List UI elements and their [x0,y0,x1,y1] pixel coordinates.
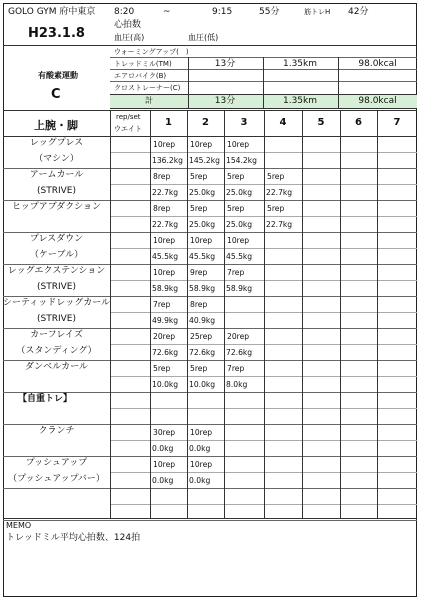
weight-value: 0.0kg [189,444,211,453]
table-col-line [150,110,151,518]
table-col-line [110,110,111,518]
rep-value: 9rep [190,268,208,277]
memo-text: トレッドミル平均心拍数、124拍 [6,533,141,543]
bp-high-label: 血圧(高) [114,33,145,42]
treadmill-time: 13分 [214,59,236,69]
weight-value: 58.9kg [226,284,253,293]
rep-value: 30rep [153,428,176,437]
memo-label: MEMO [6,521,32,530]
exercise-name: プレスダウン [29,234,84,244]
set-col-7: 7 [393,117,401,128]
rep-value: 5rep [227,172,245,181]
rep-value: 8rep [153,172,171,181]
table-col-line [187,110,188,518]
aerobic-total-time: 13分 [214,96,236,106]
set-col-4: 4 [279,117,287,128]
weight-value: 25.0kg [189,220,216,229]
weight-value: 0.0kg [152,444,174,453]
rep-value: 10rep [153,140,176,149]
exercise-name-sub: (STRIVE) [37,314,76,324]
rep-value: 10rep [190,236,213,245]
aerobic-col-divider [263,57,264,108]
table-row-line [3,488,417,489]
table-col-line [264,110,265,518]
weight-value: 10.0kg [189,380,216,389]
rep-value: 7rep [153,300,171,309]
rep-value: 7rep [227,268,245,277]
weight-value: 40.9kg [189,316,216,325]
aerobic-row-cross: クロストレーナー(C) [114,84,181,92]
set-col-3: 3 [240,117,248,128]
rep-value: 10rep [190,460,213,469]
table-col-line [377,110,378,518]
table-header-rule [3,136,417,137]
weight-value: 0.0kg [152,476,174,485]
weight-value: 45.5kg [152,252,179,261]
weight-value: 136.2kg [152,156,183,165]
weight-label: ウエイト [114,125,142,133]
weight-value: 58.9kg [152,284,179,293]
treadmill-distance: 1.35km [282,59,318,69]
exercise-name-sub: (STRIVE) [37,186,76,196]
exercise-name: アームカール [29,170,84,180]
rep-value: 20rep [153,332,176,341]
rep-value: 8rep [153,204,171,213]
table-top-rule [3,110,417,111]
exercise-name: ヒップアブダクション [12,202,101,212]
rep-set-label: rep/set [116,113,141,121]
rep-value: 8rep [190,300,208,309]
weight-value: 45.5kg [226,252,253,261]
bodyweight-title: 【自重トレ】 [18,394,73,404]
weight-value: 154.2kg [226,156,257,165]
rep-value: 5rep [267,204,285,213]
weight-value: 8.0kg [226,380,248,389]
exercise-name: カーフレイズ [30,330,83,340]
aerobic-label: 有酸素運動 [38,71,78,80]
exercise-name: レッグプレス [29,138,84,148]
aerobic-row-treadmill: トレッドミル(TM) [114,60,172,68]
rep-value: 5rep [190,204,208,213]
table-row-line [3,424,417,425]
weight-value: 72.6kg [152,348,179,357]
rep-value: 10rep [153,460,176,469]
weight-value: 22.7kg [266,220,293,229]
rep-value: 10rep [153,236,176,245]
table-row-line [3,264,417,265]
weight-value: 25.0kg [226,188,253,197]
exercise-name-sub: （スタンディング） [16,346,97,356]
weight-value: 10.0kg [152,380,179,389]
table-row-line [3,456,417,457]
rep-value: 25rep [190,332,213,341]
weight-value: 22.7kg [266,188,293,197]
weight-value: 49.9kg [152,316,179,325]
heart-rate-label: 心拍数 [114,20,142,30]
rep-value: 20rep [227,332,250,341]
rep-value: 5rep [267,172,285,181]
aerobic-total-label: 計 [145,96,153,105]
aerobic-total-calories: 98.0kcal [358,96,397,106]
exercise-name: レッグエクステンション [7,266,106,276]
end-time: 9:15 [212,7,233,17]
aerobic-total-distance: 1.35km [282,96,318,106]
total-duration: 55分 [259,7,280,17]
weight-value: 145.2kg [189,156,220,165]
rep-value: 7rep [227,364,245,373]
exercise-name: クランチ [38,426,75,436]
table-row-line [3,232,417,233]
table-row-line [3,520,417,521]
weight-value: 72.6kg [226,348,253,357]
rep-value: 10rep [227,140,250,149]
rep-value: 10rep [190,140,213,149]
rep-value: 5rep [190,364,208,373]
strength-label: 筋トレH [304,8,331,16]
aerobic-row-bike: エアロバイク(B) [114,72,167,80]
memo-rule [3,518,417,519]
exercise-name: プッシュアップ [25,458,88,468]
rep-value: 10rep [153,268,176,277]
weight-value: 22.7kg [152,188,179,197]
aerobic-row-warmup: ウォーミングアップ( ) [114,48,189,56]
table-row-line [3,296,417,297]
aerobic-col-divider [188,57,189,108]
weight-value: 72.6kg [189,348,216,357]
gym-name: GOLO GYM 府中東京 [8,7,96,17]
weight-value: 22.7kg [152,220,179,229]
section-title: 上腕・脚 [34,119,78,132]
rep-value: 10rep [190,428,213,437]
exercise-name-sub: （マシン） [34,154,79,164]
set-col-6: 6 [355,117,362,128]
table-row-line [3,360,417,361]
table-col-line [340,110,341,518]
weight-value: 0.0kg [189,476,211,485]
time-separator: ~ [163,7,171,17]
header-divider [3,45,417,46]
strength-minutes: 42分 [348,7,369,17]
weight-value: 58.9kg [189,284,216,293]
set-col-2: 2 [202,117,209,128]
aerobic-col-divider [338,57,339,108]
treadmill-calories: 98.0kcal [358,59,397,69]
table-row-line [3,200,417,201]
weight-value: 25.0kg [226,220,253,229]
weight-value: 25.0kg [189,188,216,197]
rep-value: 5rep [190,172,208,181]
weight-value: 45.5kg [189,252,216,261]
rep-value: 5rep [153,364,171,373]
start-time: 8:20 [114,7,135,17]
table-col-line [302,110,303,518]
table-row-line [3,392,417,393]
session-date: H23.1.8 [28,26,85,41]
set-col-1: 1 [165,117,172,128]
exercise-name-sub: (STRIVE) [37,282,76,292]
rep-value: 10rep [227,236,250,245]
exercise-name: シーティッドレッグカール [3,298,111,308]
set-col-5: 5 [317,117,325,128]
table-row-line [3,168,417,169]
exercise-name-sub: （ケーブル） [29,250,84,260]
table-col-line [224,110,225,518]
aerobic-grade: C [51,87,61,102]
bp-low-label: 血圧(低) [188,33,219,42]
exercise-name-sub: （プッシュアップバー） [8,474,105,484]
rep-value: 5rep [227,204,245,213]
table-row-line [3,328,417,329]
exercise-name: ダンベルカール [25,362,88,372]
